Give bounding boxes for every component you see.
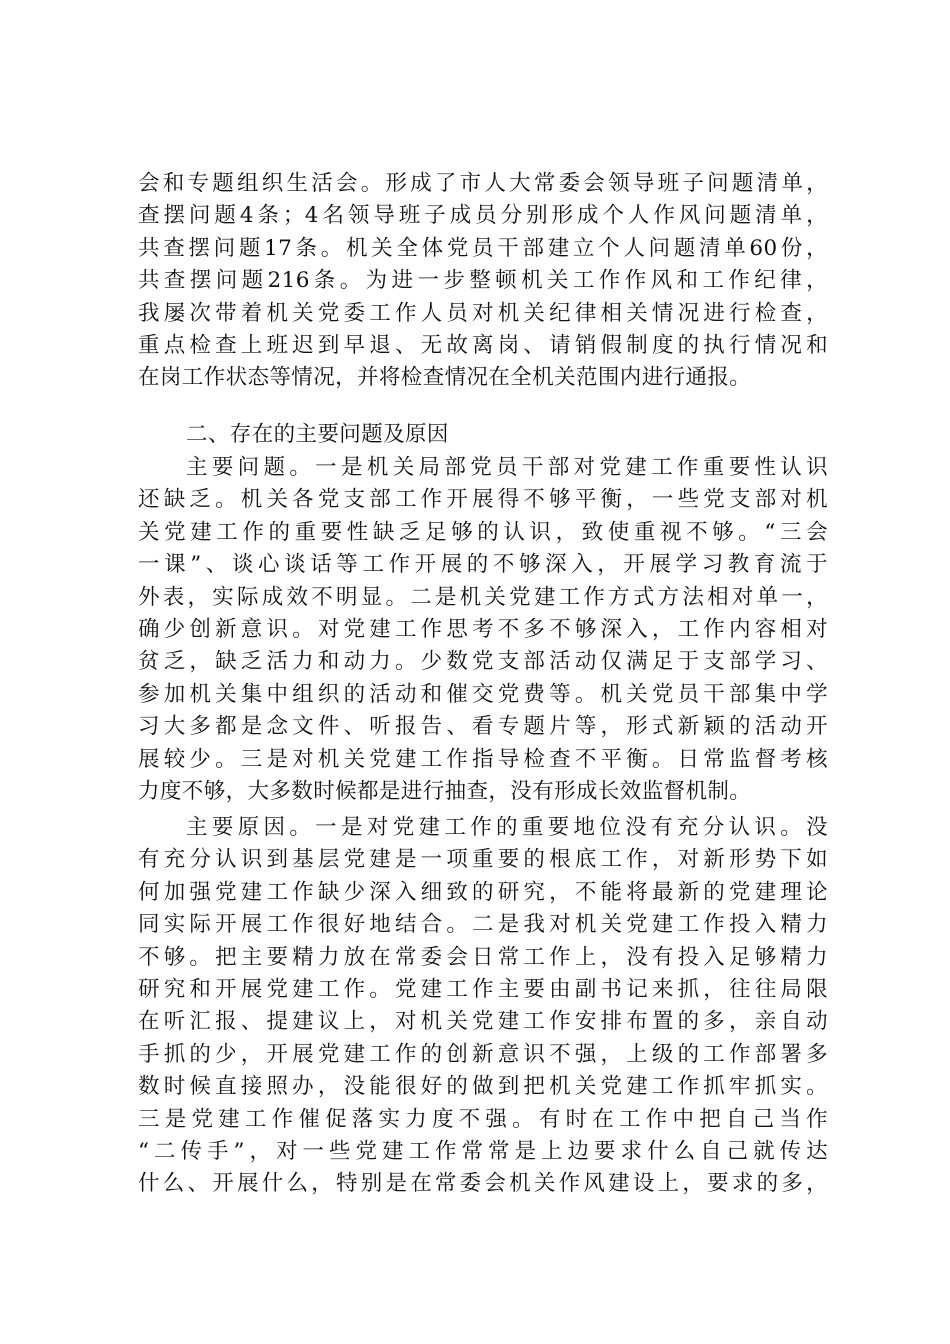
section-heading-text: 二、存在的主要问题及原因 — [186, 422, 449, 447]
paragraph-3-line: 数时候直接照办，没能很好的做到把机关党建工作抓牢抓实。 — [138, 1074, 828, 1100]
paragraph-2-line: 展较少。三是对机关党建工作指导检查不平衡。日常监督考核 — [138, 746, 828, 772]
paragraph-1-line: 重点检查上班迟到早退、无故离岗、请销假制度的执行情况和 — [138, 332, 828, 358]
paragraph-2-line: 一课”、谈心谈话等工作开展的不够深入，开展学习教育流于 — [138, 552, 828, 578]
paragraph-1-line: 共查摆问题216条。为进一步整顿机关工作作风和工作纪律， — [138, 268, 828, 294]
paragraph-2-line: 力度不够，大多数时候都是进行抽查，没有形成长效监督机制。 — [138, 778, 752, 804]
paragraph-3-line: 在听汇报、提建议上，对机关党建工作安排布置的多，亲自动 — [138, 1009, 828, 1035]
paragraph-3-line: 同实际开展工作很好地结合。二是我对机关党建工作投入精力 — [138, 912, 828, 938]
paragraph-2-line: 外表，实际成效不明显。二是机关党建工作方式方法相对单一， — [138, 584, 828, 610]
paragraph-1-line: 共查摆问题17条。机关全体党员干部建立个人问题清单60份， — [138, 235, 828, 261]
paragraph-3-line: 有充分认识到基层党建是一项重要的根底工作，对新形势下如 — [138, 847, 828, 873]
paragraph-3-line: “二传手”，对一些党建工作常常是上边要求什么自己就传达 — [138, 1138, 828, 1164]
paragraph-2-line: 还缺乏。机关各党支部工作开展得不够平衡，一些党支部对机 — [138, 487, 828, 513]
paragraph-3-line: 什么、开展什么，特别是在常委会机关作风建设上，要求的多， — [138, 1171, 828, 1197]
paragraph-1-line: 会和专题组织生活会。形成了市人大常委会领导班子问题清单， — [138, 171, 828, 196]
paragraph-3-line: 主要原因。一是对党建工作的重要地位没有充分认识。没 — [186, 815, 828, 840]
paragraph-2 — [138, 452, 828, 808]
paragraph-2-line: 贫乏，缺乏活力和动力。少数党支部活动仅满足于支部学习、 — [138, 649, 828, 675]
paragraph-2-line: 关党建工作的重要性缺乏足够的认识，致使重视不够。“三会 — [138, 519, 828, 545]
paragraph-1-line: 我屡次带着机关党委工作人员对机关纪律相关情况进行检查， — [138, 300, 828, 326]
paragraph-1 — [138, 168, 828, 395]
paragraph-2-line: 主要问题。一是机关局部党员干部对党建工作重要性认识 — [186, 455, 828, 480]
paragraph-3-line: 研究和开展党建工作。党建工作主要由副书记来抓，往往局限 — [138, 976, 828, 1002]
paragraph-3-line: 手抓的少，开展党建工作的创新意识不强，上级的工作部署多 — [138, 1041, 828, 1067]
paragraph-2-line: 确少创新意识。对党建工作思考不多不够深入，工作内容相对 — [138, 616, 828, 642]
paragraph-2-line: 参加机关集中组织的活动和催交党费等。机关党员干部集中学 — [138, 681, 828, 707]
paragraph-1-line: 在岗工作状态等情况，并将检查情况在全机关范围内进行通报。 — [138, 365, 752, 391]
paragraph-3-line: 不够。把主要精力放在常委会日常工作上，没有投入足够精力 — [138, 944, 828, 970]
paragraph-3 — [138, 812, 828, 1201]
paragraph-3-line: 何加强党建工作缺少深入细致的研究，不能将最新的党建理论 — [138, 879, 828, 905]
paragraph-2-line: 习大多都是念文件、听报告、看专题片等，形式新颖的活动开 — [138, 714, 828, 740]
section-heading — [138, 419, 828, 451]
paragraph-1-line: 查摆问题4条；4名领导班子成员分别形成个人作风问题清单， — [138, 203, 828, 229]
paragraph-3-line: 三是党建工作催促落实力度不强。有时在工作中把自己当作 — [138, 1106, 828, 1132]
